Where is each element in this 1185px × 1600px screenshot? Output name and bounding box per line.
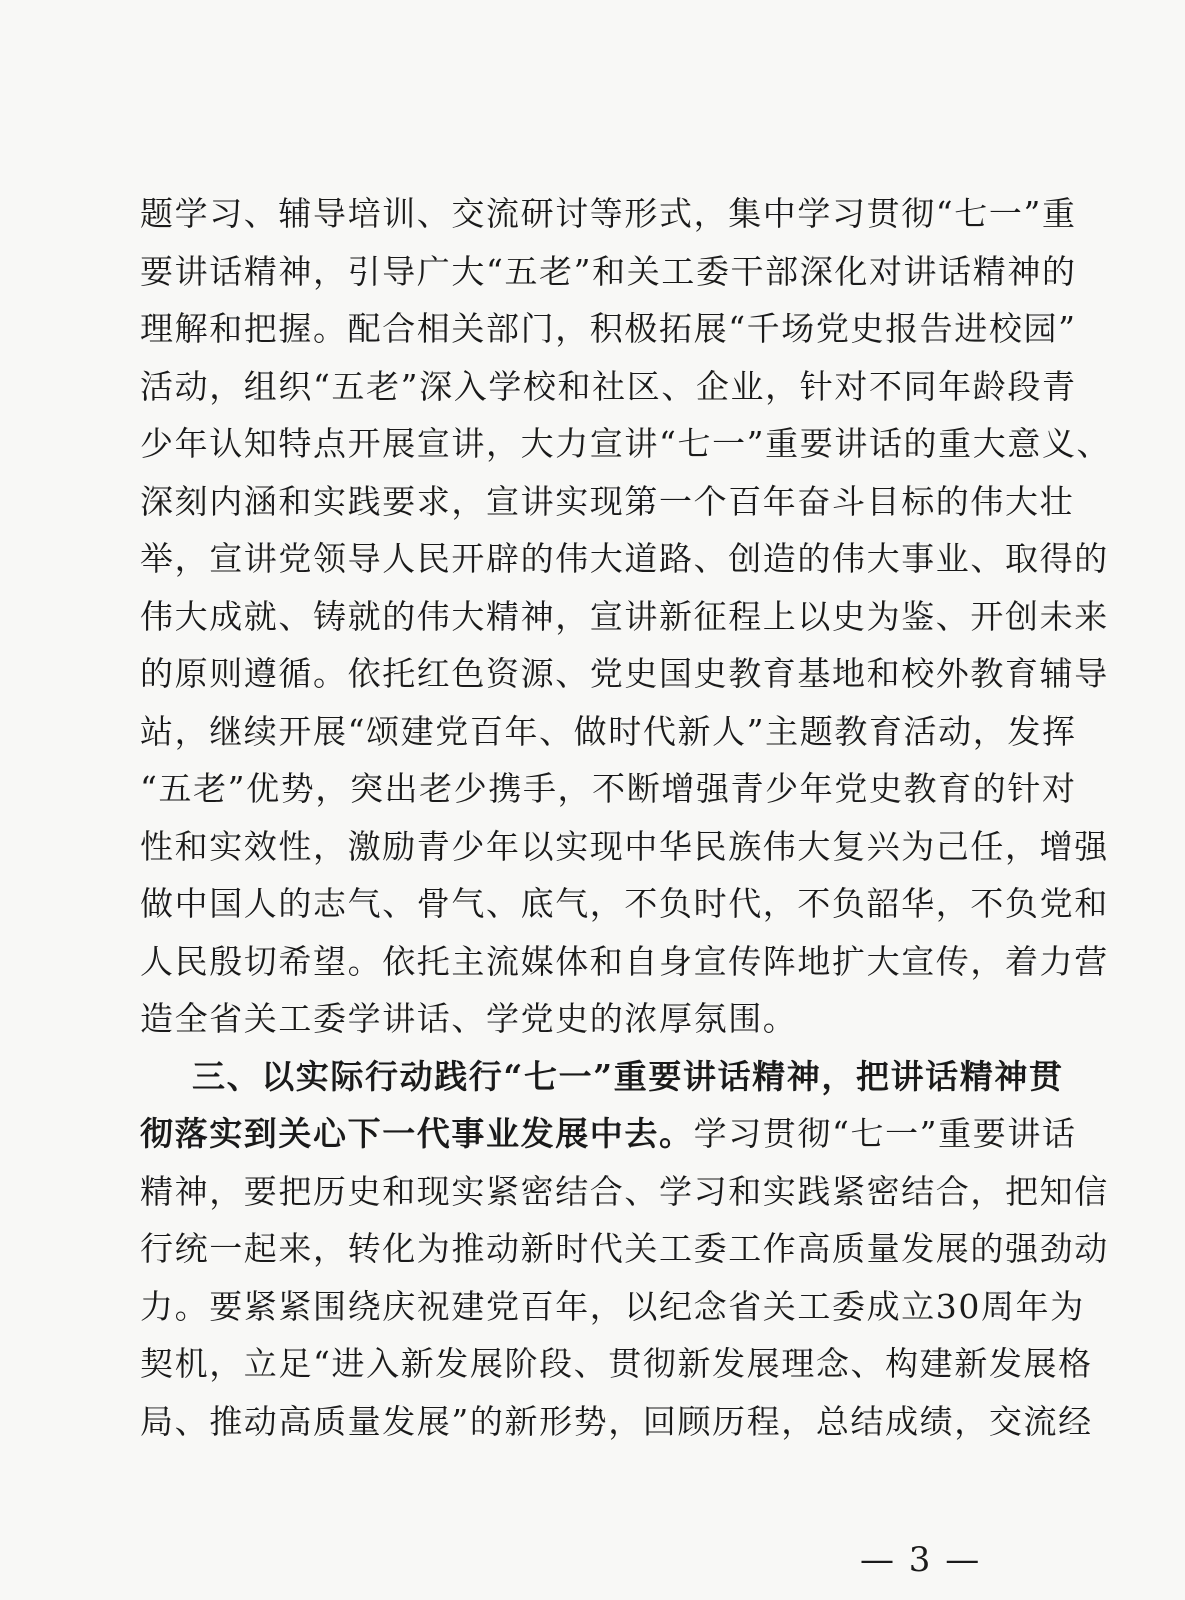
body-text-line: 性和实效性，激励青少年以实现中华民族伟大复兴为己任，增强	[140, 827, 1109, 866]
body-text-line: 契机，立足“进入新发展阶段、贯彻新发展理念、构建新发展格	[140, 1344, 1093, 1383]
body-text-line: 人民殷切希望。依托主流媒体和自身宣传阵地扩大宣传，着力营	[140, 942, 1109, 981]
body-text-line: 局、推动高质量发展”的新形势，回顾历程，总结成绩，交流经	[140, 1402, 1093, 1441]
page-number: — 3 —	[860, 1540, 982, 1580]
body-text-span: 学习贯彻“七一”重要讲话	[693, 1114, 1077, 1153]
body-text-line: 题学习、辅导培训、交流研讨等形式，集中学习贯彻“七一”重	[140, 194, 1077, 233]
body-text-line: 少年认知特点开展宣讲，大力宣讲“七一”重要讲话的重大意义、	[140, 424, 1112, 463]
body-text-line: 伟大成就、铸就的伟大精神，宣讲新征程上以史为鉴、开创未来	[140, 597, 1109, 636]
section-heading-end: 彻落实到关心下一代事业发展中去。	[140, 1114, 694, 1153]
body-text-line: 行统一起来，转化为推动新时代关工委工作高质量发展的强劲动	[140, 1229, 1109, 1268]
body-text-line: 站，继续开展“颂建党百年、做时代新人”主题教育活动，发挥	[140, 712, 1077, 751]
body-text-line: 精神，要把历史和现实紧密结合、学习和实践紧密结合，把知信	[140, 1172, 1109, 1211]
body-text-line: 造全省关工委学讲话、学党史的浓厚氛围。	[140, 999, 798, 1038]
body-text-line: 理解和把握。配合相关部门，积极拓展“千场党史报告进校园”	[140, 309, 1077, 348]
body-text-line: 做中国人的志气、骨气、底气，不负时代，不负韶华，不负党和	[140, 884, 1109, 923]
body-text-line: 的原则遵循。依托红色资源、党史国史教育基地和校外教育辅导	[140, 654, 1109, 693]
body-text-line: 深刻内涵和实践要求，宣讲实现第一个百年奋斗目标的伟大壮	[140, 482, 1075, 521]
body-text-line: 要讲话精神，引导广大“五老”和关工委干部深化对讲话精神的	[140, 252, 1077, 291]
body-text-line: 活动，组织“五老”深入学校和社区、企业，针对不同年龄段青	[140, 367, 1077, 406]
section-heading-continuation	[140, 1114, 1077, 1154]
body-text-line: “五老”优势，突出老少携手，不断增强青少年党史教育的针对	[140, 769, 1077, 808]
section-heading: 三、以实际行动践行“七一”重要讲话精神，把讲话精神贯	[192, 1057, 1064, 1096]
body-text-line: 力。要紧紧围绕庆祝建党百年，以纪念省关工委成立30周年为	[140, 1287, 1085, 1326]
body-text-line: 举，宣讲党领导人民开辟的伟大道路、创造的伟大事业、取得的	[140, 539, 1109, 578]
